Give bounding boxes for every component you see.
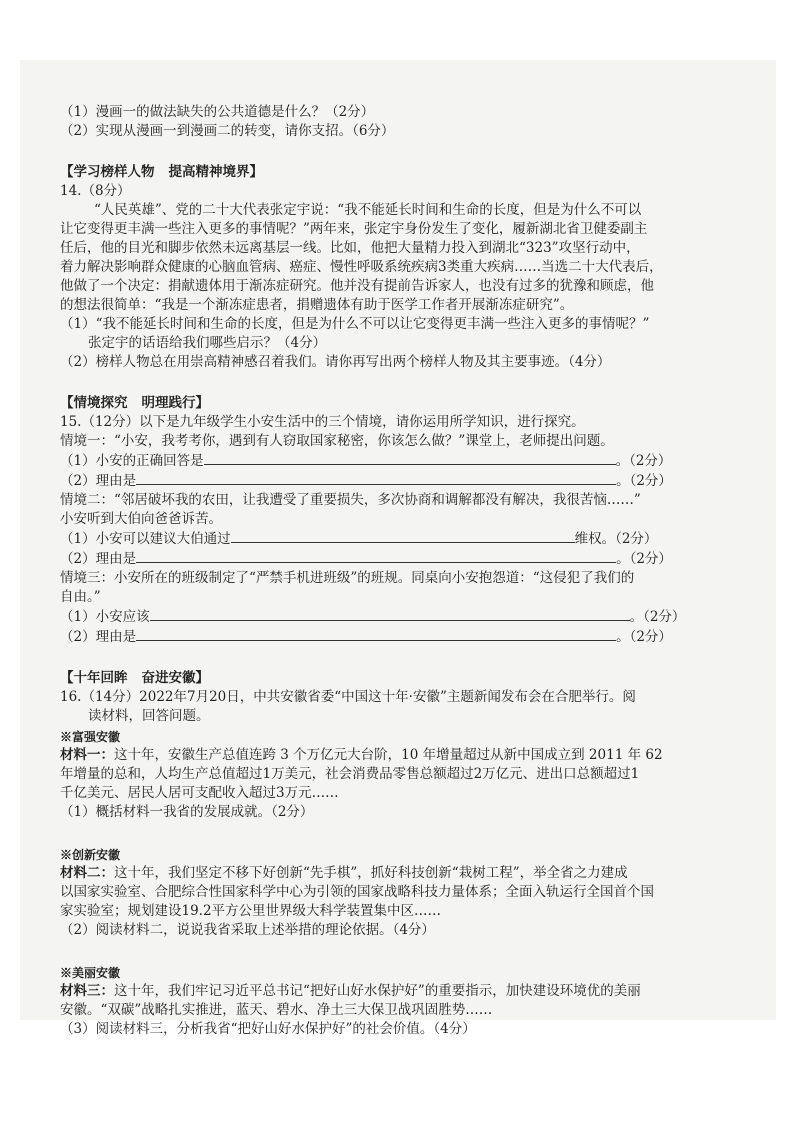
q16-material2-line: 材料二：这十年，我们坚定不移下好创新“先手棋”，抓好科技创新“栽树工程”，举全省之力建成 [60, 865, 628, 881]
q15-s3-q2: （2）理由是 。（2分） [60, 629, 672, 645]
q16-heading-beautiful: ※美丽安徽 [60, 966, 121, 980]
q15-s1-q2: （2）理由是 。（2分） [60, 473, 672, 489]
q16-intro-cont: 读材料，回答问题。 [88, 708, 210, 724]
q16-heading-innovative: ※创新安徽 [60, 848, 121, 862]
q16-material3-line: 安徽。“双碳”战略扎实推进，蓝天、碧水、净土三大保卫战巩固胜势…… [60, 1002, 493, 1018]
exam-content [60, 103, 750, 1039]
q13-sub2: （2）实现从漫画一到漫画二的转变，请你支招。（6分） [60, 123, 395, 139]
q15-s2-q1: （1）小安可以建议大伯通过 维权。（2分） [60, 531, 658, 547]
q16-material1-line: 年增量的总和，人均生产总值超过1万美元，社会消费品零售总额超过2万亿元、进出口总额超过1 [60, 766, 640, 782]
section-heading-role-models: 【学习榜样人物 提高精神境界】 [60, 164, 263, 180]
q15-scenario3-cont: 自由。” [60, 589, 101, 605]
q14-para-line: “人民英雄”、党的二十大代表张定宇说：“我不能延长时间和生命的长度，但是为什么不可以 [94, 202, 642, 218]
answer-blank[interactable] [150, 607, 630, 621]
q16-sub2: （2）阅读材料二，说说我省采取上述举措的理论依据。（4分） [60, 922, 435, 938]
answer-blank[interactable] [231, 529, 575, 543]
q15-scenario3: 情境三：小安所在的班级制定了“严禁手机进班级”的班规。同桌向小安抱怨道：“这侵犯了我们的 [60, 570, 635, 586]
q14-para-line: 他做了一个决定：捐献遗体用于渐冻症研究。他并没有提前告诉家人，也没有过多的犹豫和顾虑，他 [60, 278, 654, 294]
q15-scenario1: 情境一：“小安，我考考你，遇到有人窃取国家秘密，你该怎么做？”课堂上，老师提出问题。 [60, 433, 614, 449]
q16-material1-line: 材料一：这十年，安徽生产总值连跨 3 个万亿元大台阶，10 年增量超过从新中国成立到 2011 年 62 [60, 747, 663, 763]
q16-intro: 16.（14分）2022年7月20日，中共安徽省委“中国这十年·安徽”主题新闻发布会在合肥举行。阅 [60, 689, 636, 705]
q14-sub1-cont: 张定宇的话语给我们哪些启示？（4分） [88, 335, 327, 351]
q16-material2-line: 以国家实验室、合肥综合性国家科学中心为引领的国家战略科技力量体系；全面入轨运行全国首个国 [60, 884, 654, 900]
answer-blank[interactable] [136, 549, 616, 563]
answer-blank[interactable] [136, 627, 616, 641]
q14-para-line: 的想法很简单：“我是一个渐冻症患者，捐赠遗体有助于医学工作者开展渐冻症研究”。 [60, 297, 574, 313]
q16-sub1: （1）概括材料一我省的发展成就。（2分） [60, 804, 314, 820]
q16-sub3: （3）阅读材料三，分析我省“把好山好水保护好”的社会价值。（4分） [60, 1021, 476, 1037]
q16-heading-prosperous: ※富强安徽 [60, 730, 121, 744]
q14-para-line: 让它变得更丰满一些注入更多的事情呢？”两年来，张定宇身份发生了变化，履新湖北省卫健委副主 [60, 221, 648, 237]
q14-sub2: （2）榜样人物总在用崇高精神感召着我们。请你再写出两个榜样人物及其主要事迹。（4分） [60, 354, 611, 370]
q13-sub1: （1）漫画一的做法缺失的公共道德是什么？（2分） [60, 104, 375, 120]
q14-para-line: 任后，他的目光和脚步依然未远离基层一线。比如，他把大量精力投入到湖北“323”攻坚行动中， [60, 240, 640, 256]
q16-material3-line: 材料三：这十年，我们牢记习近平总书记“把好山好水保护好”的重要指示，加快建设环境优的美丽 [60, 983, 641, 999]
answer-blank[interactable] [204, 451, 616, 465]
q14-sub1: （1）“我不能延长时间和生命的长度，但是为什么不可以让它变得更丰满一些注入更多的事情呢？” [60, 316, 650, 332]
q14-para-line: 着力解决影响群众健康的心脑血管病、癌症、慢性呼吸系统疾病3类重大疾病……当选二十大代表后， [60, 259, 663, 275]
q15-scenario2: 情境二：“邻居破坏我的农田，让我遭受了重要损失，多次协商和调解都没有解决，我很苦恼……” [60, 492, 641, 508]
q15-intro: 15.（12分）以下是九年级学生小安生活中的三个情境，请你运用所学知识，进行探究。 [60, 414, 585, 430]
q15-s2-q2: （2）理由是 。（2分） [60, 551, 672, 567]
q15-s3-q1: （1）小安应该 。（2分） [60, 609, 686, 625]
section-heading-anhui: 【十年回眸 奋进安徽】 [60, 670, 209, 686]
q14-number: 14.（8分） [60, 183, 131, 199]
answer-blank[interactable] [136, 471, 616, 485]
q16-material2-line: 家实验室；规划建设19.2平方公里世界级大科学装置集中区…… [60, 903, 442, 919]
section-heading-scenarios: 【情境探究 明理践行】 [60, 395, 209, 411]
q15-scenario2-cont: 小安听到大伯向爸爸诉苦。 [60, 511, 222, 527]
q15-s1-q1: （1）小安的正确回答是 。（2分） [60, 453, 672, 469]
q16-material1-line: 千亿美元、居民人居可支配收入超过3万元…… [60, 785, 339, 801]
